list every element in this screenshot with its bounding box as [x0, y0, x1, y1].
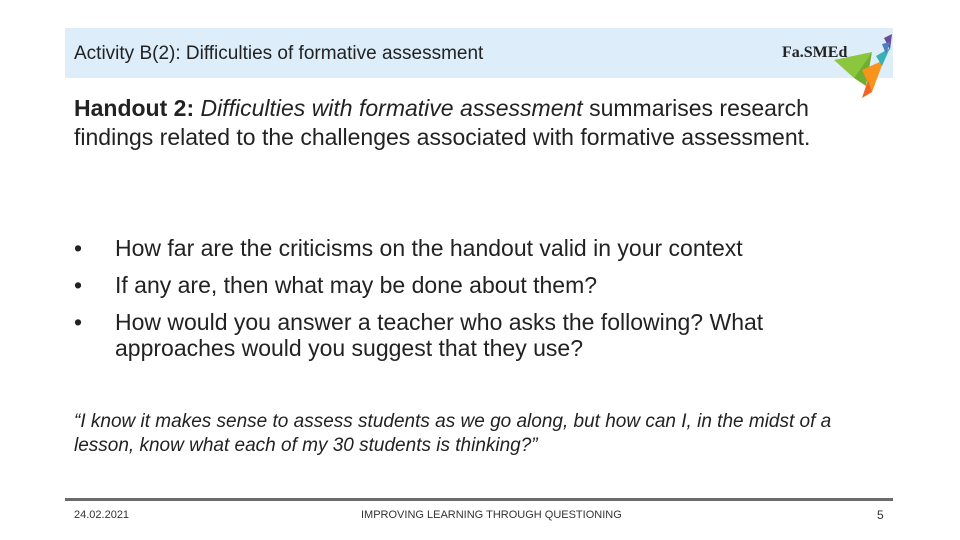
list-item-text: If any are, then what may be done about them?: [115, 272, 598, 298]
page-number: 5: [877, 508, 884, 522]
bullet-icon: •: [74, 235, 83, 261]
intro-lead: Handout 2:: [74, 95, 201, 121]
brand-name: Fa.SMEd: [782, 44, 848, 61]
list-item-text: How would you answer a teacher who asks the following? What approaches would you suggest that they use?: [115, 309, 764, 361]
intro-paragraph: [74, 94, 894, 152]
handout-title: Difficulties with formative assessment: [200, 95, 583, 121]
teacher-quote: “I know it makes sense to assess students as we go along, but how can I, in the midst of a lesson, know what each of my 30 students is thinking?”: [74, 411, 832, 456]
slide-title: Activity B(2): Difficulties of formative assessment: [74, 43, 484, 64]
list-item: [74, 272, 874, 298]
footer-rule: [65, 498, 893, 501]
fasmed-arrows-logo-icon: [832, 30, 894, 100]
footer-title: IMPROVING LEARNING THROUGH QUESTIONING: [361, 509, 622, 521]
list-item-text: How far are the criticisms on the handout valid in your context: [115, 235, 743, 261]
intro-text: summarises research findings related to the challenges associated with formative assessment.: [74, 95, 811, 150]
bullet-icon: •: [74, 309, 83, 335]
footer-date: 24.02.2021: [74, 509, 130, 521]
bullet-icon: •: [74, 272, 83, 298]
list-item: [74, 309, 874, 361]
question-list: [74, 235, 874, 372]
list-item: [74, 235, 874, 261]
